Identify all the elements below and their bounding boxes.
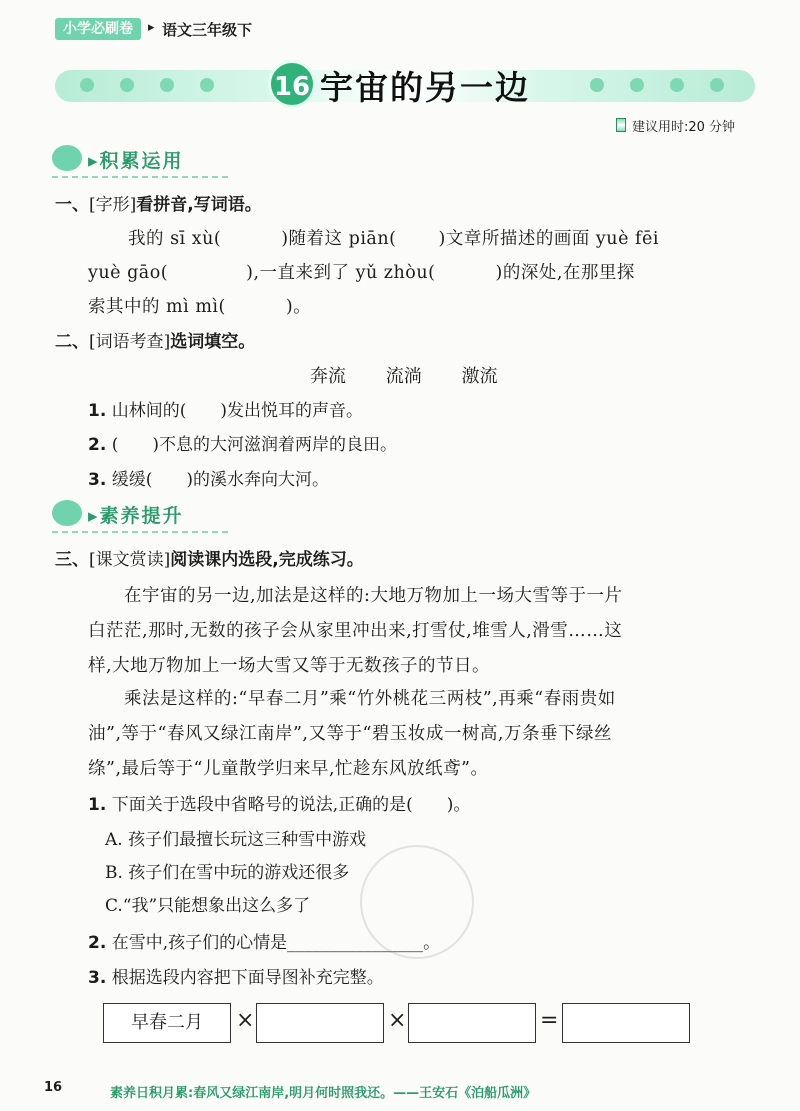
q1-line-3: 索其中的 mì mì( )。 <box>88 297 312 317</box>
arrow-icon: ▸ <box>148 20 155 35</box>
series-tag: 小学必刷卷 <box>55 18 141 40</box>
q2-item-1: 1. 山林间的( )发出悦耳的声音。 <box>88 401 363 421</box>
section-divider <box>52 176 232 178</box>
option-c: C.“我”只能想象出这么多了 <box>105 896 311 916</box>
page-number: 16 <box>44 1080 63 1095</box>
frog-icon <box>52 145 82 171</box>
passage-line: 白茫茫,那时,无数的孩子会从家里冲出来,打雪仗,堆雪人,滑雪……这 <box>88 621 623 641</box>
diagram-box-3[interactable] <box>408 1003 536 1043</box>
frog-icon <box>52 500 82 526</box>
section-divider <box>52 531 232 533</box>
footer-quote: 素养日积月累:春风又绿江南岸,明月何时照我还。——王安石《泊船瓜洲》 <box>110 1086 537 1101</box>
flower-icon <box>710 78 724 92</box>
sub-question-3: 3. 根据选段内容把下面导图补充完整。 <box>88 968 384 988</box>
flower-icon <box>670 78 684 92</box>
q1-line-2: yuè gāo( ),一直来到了 yǔ zhòu( )的深处,在那里探 <box>88 263 635 283</box>
lesson-title: 宇宙的另一边 <box>320 68 530 107</box>
section-title: ▸素养提升 <box>88 505 184 527</box>
option-b: B. 孩子们在雪中玩的游戏还很多 <box>105 863 350 883</box>
equals-sign: = <box>540 1008 559 1033</box>
multiply-sign: × <box>388 1008 407 1033</box>
diagram-box-1: 早春二月 <box>103 1003 231 1043</box>
flower-icon <box>200 78 214 92</box>
flower-icon <box>590 78 604 92</box>
section-title: ▸积累运用 <box>88 150 184 172</box>
option-a: A. 孩子们最擅长玩这三种雪中游戏 <box>105 830 367 850</box>
multiply-sign: × <box>236 1008 255 1033</box>
hourglass-icon <box>616 118 626 132</box>
lesson-number: 16 <box>268 60 316 108</box>
q1-line-1: 我的 sī xù( )随着这 piān( )文章所描述的画面 yuè fēi <box>128 229 659 249</box>
word-choices: 奔流 流淌 激流 <box>310 366 498 387</box>
subject-label: 语文三年级下 <box>162 21 253 39</box>
diagram-box-2[interactable] <box>256 1003 384 1043</box>
watermark-stamp <box>360 845 474 959</box>
passage-line: 绦”,最后等于“儿童散学归来早,忙趁东风放纸鸢”。 <box>88 759 489 779</box>
flower-icon <box>120 78 134 92</box>
passage-line: 在宇宙的另一边,加法是这样的:大地万物加上一场大雪等于一片 <box>88 586 623 606</box>
passage-line: 样,大地万物加上一场大雪又等于无数孩子的节日。 <box>88 656 491 676</box>
sub-question-2: 2. 在雪中,孩子们的心情是________________。 <box>88 933 441 953</box>
diagram-box-4[interactable] <box>562 1003 690 1043</box>
passage-line: 乘法是这样的:“早春二月”乘“竹外桃花三两枝”,再乘“春雨贵如 <box>88 689 616 709</box>
flower-icon <box>160 78 174 92</box>
sub-question-1: 1. 下面关于选段中省略号的说法,正确的是( )。 <box>88 795 471 815</box>
suggested-time: 建议用时:20 分钟 <box>632 120 736 135</box>
passage-line: 油”,等于“春风又绿江南岸”,又等于“碧玉妆成一树高,万条垂下绿丝 <box>88 724 612 744</box>
question-1-header: 一、[字形]看拼音,写词语。 <box>55 195 262 215</box>
flower-icon <box>630 78 644 92</box>
flower-icon <box>80 78 94 92</box>
q2-item-3: 3. 缓缓( )的溪水奔向大河。 <box>88 470 329 490</box>
q2-item-2: 2. ( )不息的大河滋润着两岸的良田。 <box>88 435 397 455</box>
question-2-header: 二、[词语考查]选词填空。 <box>55 332 256 352</box>
question-3-header: 三、[课文赏读]阅读课内选段,完成练习。 <box>55 550 364 570</box>
